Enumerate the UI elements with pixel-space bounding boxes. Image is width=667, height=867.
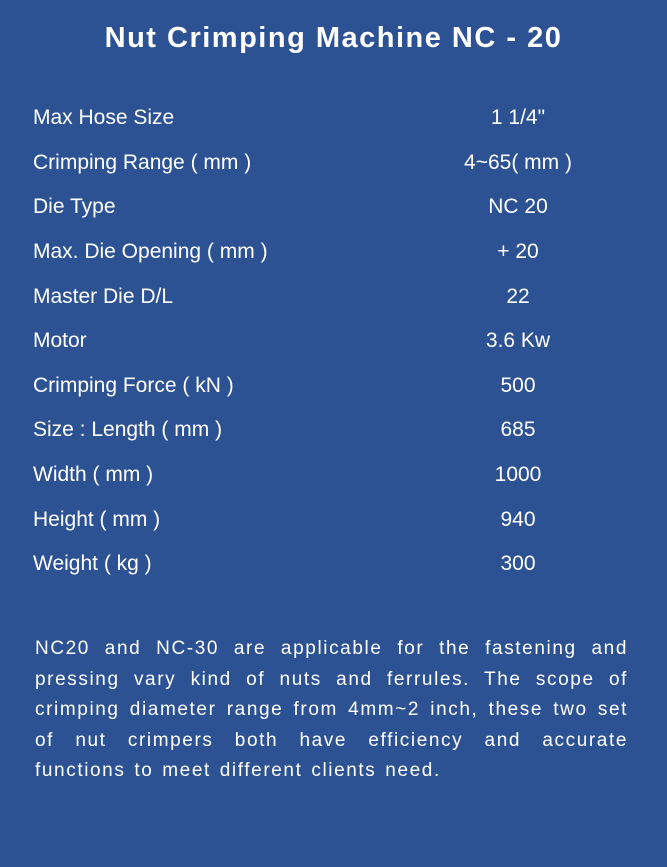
spec-value: 685: [500, 418, 536, 442]
spec-row: [33, 542, 633, 587]
spec-value: 4~65( mm ): [464, 150, 572, 174]
spec-row: [33, 141, 633, 186]
spec-value: 22: [506, 284, 530, 308]
spec-label: Max. Die Opening ( mm ): [33, 240, 268, 264]
spec-label: Crimping Range ( mm ): [33, 150, 252, 174]
spec-row: [33, 364, 633, 409]
spec-row: [33, 96, 633, 141]
spec-label: Size : Length ( mm ): [33, 418, 223, 442]
page-title: Nut Crimping Machine NC - 20: [104, 22, 563, 54]
spec-value: + 20: [497, 240, 539, 264]
spec-value: 300: [500, 552, 536, 576]
spec-value: 940: [500, 507, 536, 531]
spec-row: [33, 453, 633, 498]
spec-row: [33, 497, 633, 542]
spec-row: [33, 230, 633, 275]
spec-row: [33, 185, 633, 230]
spec-label: Master Die D/L: [33, 284, 174, 308]
spec-label: Max Hose Size: [33, 106, 175, 130]
spec-value: 1000: [494, 463, 542, 487]
spec-label: Motor: [33, 329, 87, 353]
spec-label: Crimping Force ( kN ): [33, 373, 234, 397]
spec-row: [33, 408, 633, 453]
spec-row: [33, 274, 633, 319]
spec-value: NC 20: [488, 195, 548, 219]
spec-label: Die Type: [33, 195, 116, 219]
spec-value: 500: [500, 373, 536, 397]
spec-label: Weight ( kg ): [33, 552, 152, 576]
spec-label: Height ( mm ): [33, 507, 161, 531]
spec-table: [33, 96, 633, 587]
spec-label: Width ( mm ): [33, 463, 154, 487]
spec-row: [33, 319, 633, 364]
description-paragraph: NC20 and NC-30 are applicable for the fastening and pressing vary kind of nuts and ferrules. The scope of crimping diameter range from 4mm~2 inch, these two set of nut crimpers both have efficiency and accurate functions to meet different clients need.: [35, 638, 628, 782]
spec-value: 1 1/4": [490, 106, 546, 130]
spec-value: 3.6 Kw: [485, 329, 551, 353]
